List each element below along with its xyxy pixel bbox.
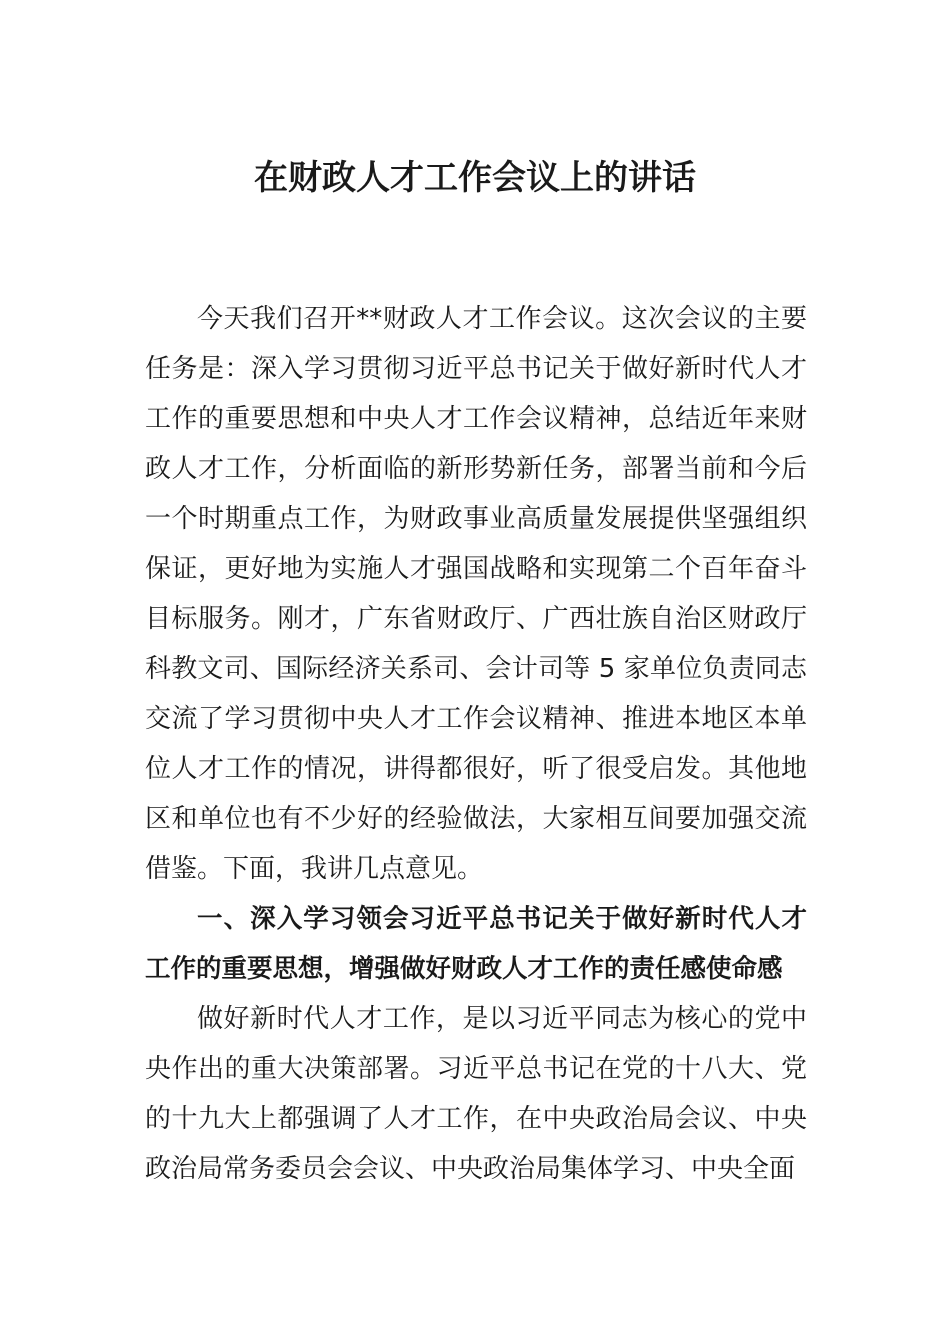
paragraph-intro: 今天我们召开**财政人才工作会议。这次会议的主要任务是：深入学习贯彻习近平总书记关于做好新时代人才工作的重要思想和中央人才工作会议精神，总结近年来财政人才工作，分析面临的新形势新任务，部署当前和今后一个时期重点工作，为财政事业高质量发展提供坚强组织保证，更好地为实施人才强国战略和实现第二个百年奋斗目标服务。刚才，广东省财政厅、广西壮族自治区财政厅科教文司、国际经济关系司、会计司等 5 家单位负责同志交流了学习贯彻中央人才工作会议精神、推进本地区本单位人才工作的情况，讲得都很好，听了很受启发。其他地区和单位也有不少好的经验做法，大家相互间要加强交流借鉴。下面，我讲几点意见。 (145, 304, 807, 884)
document-title: 在财政人才工作会议上的讲话 (254, 158, 696, 198)
section-heading-1: 一、深入学习领会习近平总书记关于做好新时代人才工作的重要思想，增强做好财政人才工作的责任感使命感 (145, 904, 807, 984)
document-body (145, 294, 807, 1194)
paragraph-section-1: 做好新时代人才工作，是以习近平同志为核心的党中央作出的重大决策部署。习近平总书记在党的十八大、党的十九大上都强调了人才工作，在中央政治局会议、中央政治局常务委员会会议、中央政治局集体学习、中央全面 (145, 1004, 807, 1184)
